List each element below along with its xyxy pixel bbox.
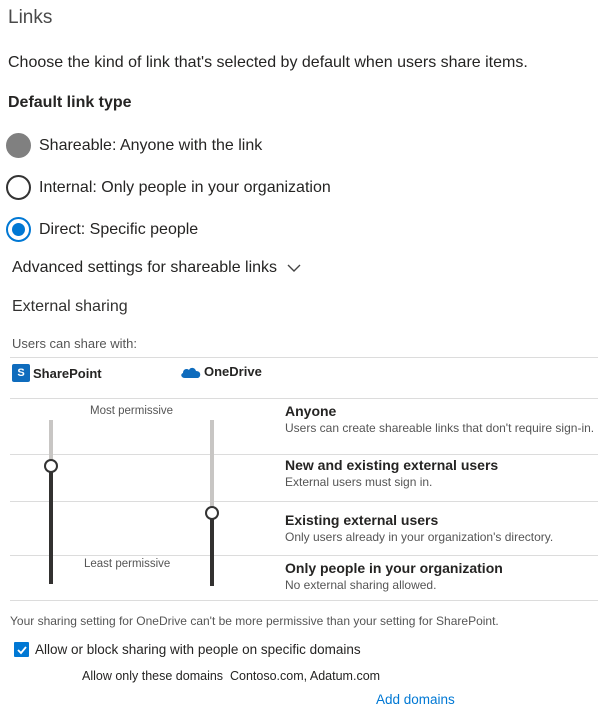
level-title-new-existing: New and existing external users — [285, 457, 499, 473]
sharepoint-logo-icon: S — [12, 364, 30, 382]
divider — [10, 398, 598, 399]
domain-checkbox-label: Allow or block sharing with people on specific domains — [35, 642, 361, 657]
radio-button-unchecked[interactable] — [6, 175, 31, 200]
radio-option-shareable[interactable] — [6, 133, 262, 158]
users-can-share-label: Users can share with: — [12, 336, 137, 351]
radio-label-direct: Direct: Specific people — [39, 220, 199, 238]
onedrive-slider-track-lower — [210, 513, 214, 586]
advanced-settings-toggle[interactable] — [12, 259, 301, 277]
radio-option-internal[interactable] — [6, 175, 331, 200]
sharepoint-label: SharePoint — [33, 365, 102, 381]
divider — [10, 357, 598, 358]
links-section-title: Links — [8, 7, 53, 28]
onedrive-cloud-icon — [180, 365, 202, 379]
divider — [10, 501, 598, 502]
allowed-domains-text: Allow only these domains Contoso.com, Adatum.com — [82, 669, 381, 683]
level-desc-existing: Only users already in your organization's directory. — [285, 530, 554, 544]
onedrive-slider-track-upper — [210, 420, 214, 513]
add-domains-link[interactable]: Add domains — [376, 692, 455, 707]
domain-checkbox[interactable] — [14, 642, 29, 657]
sharepoint-header — [12, 364, 102, 382]
most-permissive-label: Most permissive — [90, 405, 174, 417]
links-description: Choose the kind of link that's selected by default when users share items. — [8, 54, 528, 71]
divider — [10, 454, 598, 455]
level-title-anyone: Anyone — [285, 403, 337, 419]
sharepoint-slider-thumb[interactable] — [44, 459, 58, 473]
level-title-org-only: Only people in your organization — [285, 560, 503, 576]
onedrive-slider-thumb[interactable] — [205, 506, 219, 520]
radio-button-disabled[interactable] — [6, 133, 31, 158]
checkmark-icon — [16, 644, 28, 656]
external-sharing-heading: External sharing — [12, 298, 128, 315]
radio-option-direct[interactable] — [6, 217, 198, 242]
default-link-type-heading: Default link type — [8, 94, 132, 111]
domain-restriction-option[interactable] — [14, 642, 361, 657]
level-desc-org-only: No external sharing allowed. — [285, 578, 437, 592]
chevron-down-icon — [287, 261, 301, 275]
least-permissive-label: Least permissive — [84, 558, 171, 570]
radio-button-checked[interactable] — [6, 217, 31, 242]
sharepoint-slider-track-lower — [49, 466, 53, 584]
onedrive-header — [180, 364, 262, 379]
radio-label-shareable: Shareable: Anyone with the link — [39, 136, 263, 154]
level-desc-anyone: Users can create shareable links that don't require sign-in. — [285, 421, 595, 435]
onedrive-label: OneDrive — [204, 364, 262, 379]
divider — [10, 555, 598, 556]
level-desc-new-existing: External users must sign in. — [285, 475, 433, 489]
sharing-footnote: Your sharing setting for OneDrive can't be more permissive than your setting for SharePoint. — [10, 614, 499, 628]
radio-label-internal: Internal: Only people in your organization — [39, 178, 331, 196]
divider — [10, 600, 598, 601]
level-title-existing: Existing external users — [285, 512, 439, 528]
advanced-settings-label: Advanced settings for shareable links — [12, 259, 278, 276]
